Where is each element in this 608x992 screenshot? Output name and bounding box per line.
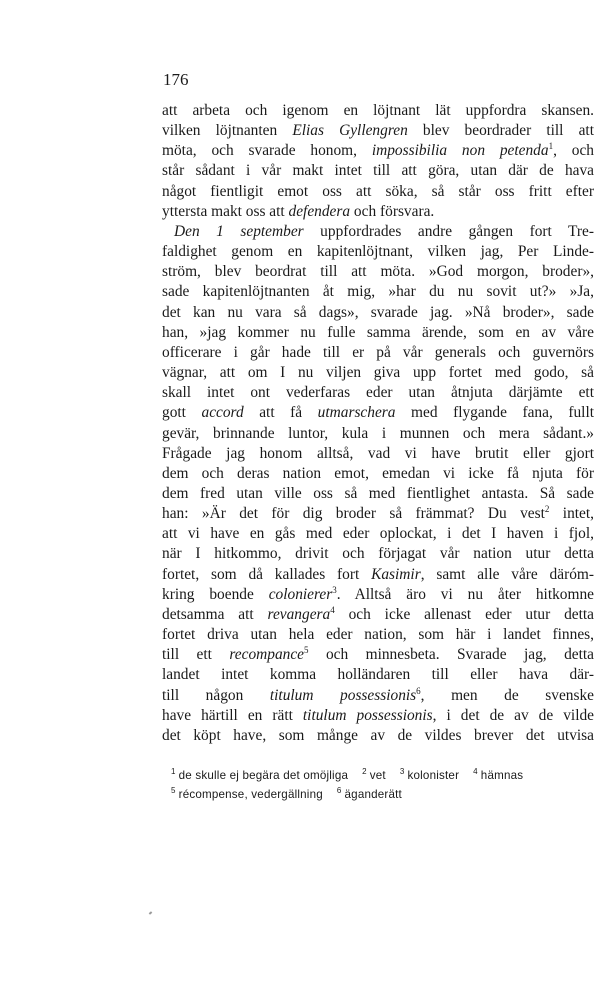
- text-run: han: »Är det för dig broder så främmat? Du vest: [162, 505, 545, 523]
- footnote-text: äganderätt: [344, 788, 402, 801]
- text-run: att vi have en gås med eder oplockat, i det I haven i fjol,: [162, 525, 594, 543]
- text-line: [162, 504, 594, 524]
- italic-term: impossibilia non petenda: [371, 142, 549, 160]
- text-line: [162, 585, 594, 605]
- footnote-row: [171, 766, 591, 785]
- text-run: landet intet komma holländaren till eller hava där-: [162, 666, 594, 684]
- text-run: när I hitkommo, drivit och förjagat vår nation utur detta: [162, 545, 594, 563]
- text-run: att arbeta och igenom en löjtnant lät uppfordra skansen.: [162, 102, 594, 119]
- italic-term: titulum possessionis: [302, 706, 433, 724]
- paper-speck: [149, 911, 153, 914]
- text-run: fortet, som då kallades fort: [162, 565, 372, 583]
- footnote-number: 5: [171, 786, 176, 796]
- footnote: [362, 766, 386, 785]
- text-run: möta, och svarade honom,: [162, 142, 372, 160]
- italic-term: colonierer: [268, 585, 333, 603]
- text-run: att få: [243, 404, 318, 422]
- footnote: [400, 766, 459, 785]
- text-line: [162, 726, 594, 746]
- text-run: fortet driva utan hela eder nation, som här i landet finnes,: [162, 626, 594, 644]
- footnote-ref: 1: [548, 141, 554, 152]
- text-run: yttersta makt oss att: [162, 202, 289, 220]
- text-run: och minnesbeta. Svarade jag, detta: [308, 646, 594, 664]
- text-run: blev beordrader till att: [407, 122, 594, 140]
- text-line: [162, 121, 594, 141]
- text-line: [162, 484, 594, 504]
- italic-term: Elias Gyllengren: [292, 122, 408, 140]
- text-run: , i det de av de vilde: [432, 706, 594, 724]
- text-line: [162, 464, 594, 484]
- text-line: [162, 161, 594, 181]
- page-number: 176: [163, 70, 189, 89]
- text-line: [162, 303, 594, 323]
- text-line: [162, 242, 594, 262]
- footnote-text: vet: [369, 769, 386, 782]
- text-run: ström, blev beordrat till att möta. »God morgon, broder»,: [162, 263, 594, 281]
- text-run: med flygande fana, fullt: [395, 404, 594, 422]
- footnote-text: de skulle ej begära det omöjliga: [178, 769, 349, 782]
- italic-term: Kasimir: [371, 565, 421, 583]
- text-run: faldighet genom en kapitenlöjtnant, vilken jag, Per Linde-: [162, 243, 594, 261]
- footnote-number: 4: [473, 767, 478, 777]
- footnote-ref: 5: [304, 645, 309, 656]
- text-line: [162, 625, 594, 645]
- text-run: Frågade jag honom alltså, vad vi have brutit eller gjort: [162, 444, 594, 462]
- text-run: han, »jag kommer nu fulle samma ärende, som en av våre: [162, 323, 594, 341]
- text-run: till någon: [162, 686, 270, 704]
- text-run: . Alltså äro vi nu åter hitkomne: [336, 585, 594, 603]
- text-run: något fientligit emot oss att söka, så står oss fritt efter: [162, 182, 594, 200]
- text-run: dem och deras nation emot, emedan vi icke få njuta för: [162, 464, 594, 482]
- text-line: [162, 706, 594, 726]
- italic-term: titulum possessionis: [269, 686, 417, 704]
- text-line: [162, 222, 594, 242]
- text-line: [162, 383, 594, 403]
- text-run: skall intet ont vederfaras eder utan åtnjuta därjämte ett: [162, 384, 594, 402]
- text-line: [162, 424, 594, 444]
- italic-term: Den 1 september: [174, 222, 304, 240]
- footnote: [473, 766, 523, 785]
- text-run: gott: [162, 404, 202, 422]
- footnote-ref: 4: [330, 604, 335, 615]
- footnote-number: 1: [171, 767, 176, 777]
- body-text: [162, 101, 594, 746]
- text-line: [162, 363, 594, 383]
- text-line: [162, 665, 594, 685]
- footnote-number: 3: [399, 767, 405, 777]
- italic-term: utmarschera: [317, 404, 396, 422]
- text-run: have härtill en rätt: [162, 706, 303, 724]
- footnote: [337, 785, 402, 804]
- footnote-number: 6: [336, 786, 342, 796]
- text-run: uppfordrades andre gången fort Tre-: [303, 222, 594, 240]
- text-run: detsamma att: [162, 605, 268, 623]
- text-line: [162, 101, 594, 121]
- text-line: [162, 524, 594, 544]
- italic-term: accord: [201, 404, 244, 422]
- footnote-text: hämnas: [480, 769, 524, 782]
- text-run: står sådant i vår makt intet till att göra, utan där de hava: [162, 162, 594, 180]
- text-line: [162, 262, 594, 282]
- footnote-ref: 2: [544, 504, 550, 514]
- text-line: [162, 686, 594, 706]
- text-line: [162, 605, 594, 625]
- text-run: kring boende: [162, 585, 269, 603]
- text-run: intet,: [549, 505, 594, 523]
- text-line: [162, 323, 594, 343]
- footnote-ref: 6: [416, 685, 421, 696]
- text-run: vägnar, att om I nu viljen giva upp fortet med godo, så: [162, 364, 594, 382]
- text-run: dem fred utan ville oss så med fientlighet antasta. Så sade: [162, 484, 594, 502]
- text-run: och icke allenast eder utur detta: [334, 605, 594, 623]
- text-run: det köpt have, som månge av de vildes brever det utvisa: [162, 726, 594, 744]
- text-run: , samt alle våre däróm-: [420, 565, 594, 583]
- footnote-row: [171, 785, 591, 804]
- text-line: [162, 544, 594, 564]
- text-run: , men de svenske: [420, 686, 594, 704]
- text-line: [162, 202, 594, 222]
- text-line: [162, 645, 594, 665]
- text-run: sade kapitenlöjtnanten åt mig, »har du nu sovit ut?» »Ja,: [162, 283, 594, 301]
- text-line: [162, 444, 594, 464]
- text-run: till ett: [162, 646, 230, 664]
- footnotes: [171, 766, 591, 804]
- text-line: [162, 403, 594, 423]
- text-line: [162, 343, 594, 363]
- footnote: [171, 785, 323, 804]
- italic-term: revangera: [267, 605, 331, 623]
- footnote: [171, 766, 348, 785]
- text-run: , och: [553, 142, 594, 160]
- text-run: det kan nu vara så dags», svarade jag. »Nå broder», sade: [162, 303, 594, 321]
- text-run: vilken löjtnanten: [162, 122, 293, 140]
- text-run: officerare i går hade till er på vår generals och guvernörs: [162, 343, 594, 361]
- text-line: [162, 282, 594, 302]
- footnote-ref: 3: [332, 584, 337, 595]
- text-run: gevär, brinnande luntor, kula i munnen och mera sådant.»: [162, 424, 594, 442]
- text-line: [162, 141, 594, 161]
- footnote-number: 2: [362, 767, 367, 777]
- text-line: [162, 565, 594, 585]
- footnote-text: kolonister: [407, 769, 460, 782]
- italic-term: recompance: [229, 646, 305, 664]
- text-run: och försvara.: [350, 202, 435, 220]
- italic-term: defendera: [288, 202, 351, 220]
- text-line: [162, 182, 594, 202]
- footnote-text: récompense, vedergällning: [178, 788, 323, 801]
